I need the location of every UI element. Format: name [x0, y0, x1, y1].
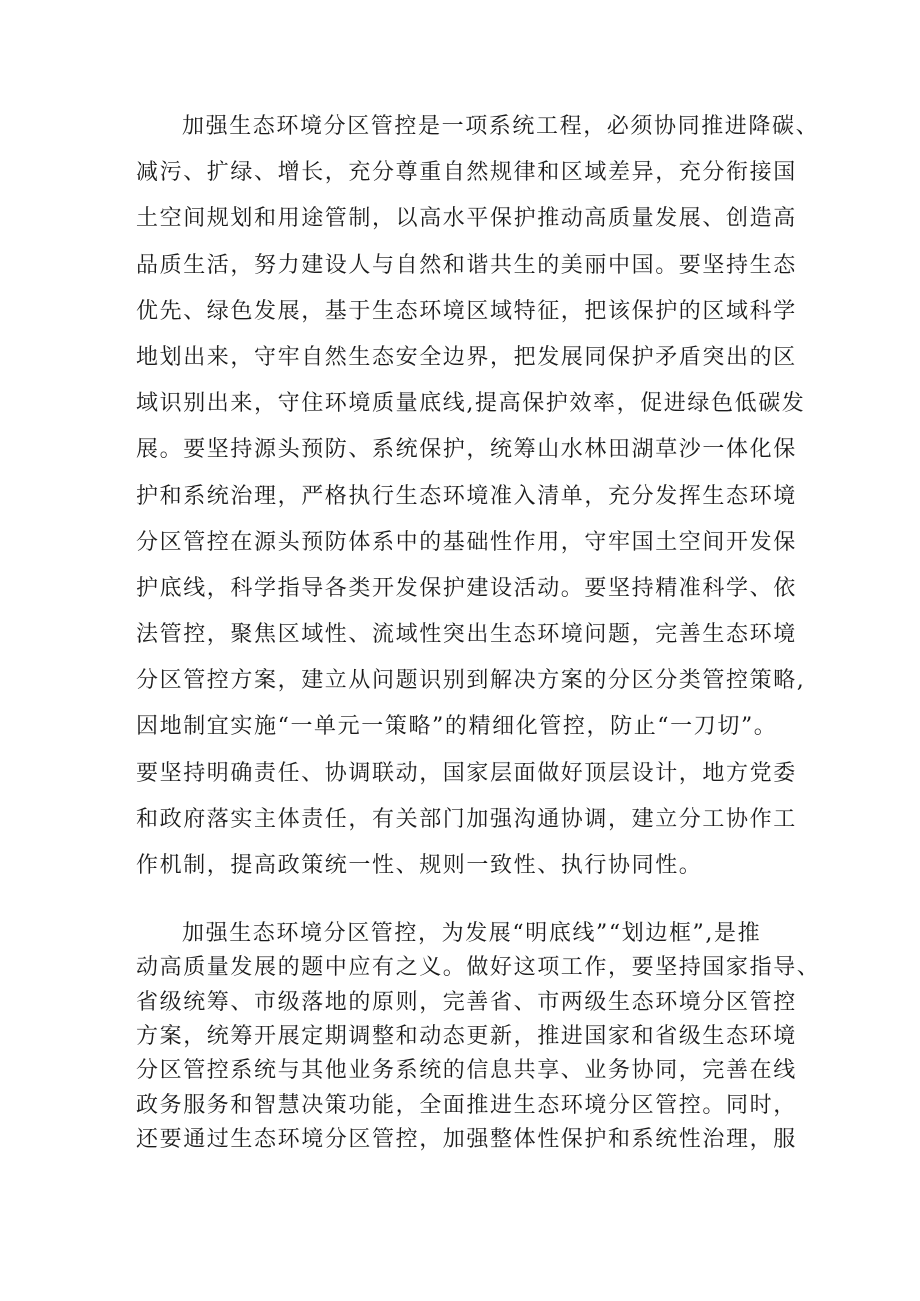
paragraph-line: 护和系统治理，严格执行生态环境准入清单，充分发挥生态环境 — [136, 483, 797, 509]
paragraph-line: 加强生态环境分区管控，为发展“明底线”“划边框”,是推 — [182, 921, 762, 947]
paragraph-line: 护底线，科学指导各类开发保护建设活动。要坚持精准科学、依 — [136, 575, 797, 601]
paragraph-line: 还要通过生态环境分区管控，加强整体性保护和系统性治理，服 — [136, 1126, 797, 1152]
paragraph-line: 域识别出来，守住环境质量底线,提高保护效率，促进绿色低碳发 — [136, 391, 806, 417]
paragraph-line: 品质生活，努力建设人与自然和谐共生的美丽中国。要坚持生态 — [136, 252, 797, 278]
paragraph-line: 作机制，提高政策统一性、规则一致性、执行协同性。 — [136, 853, 703, 878]
paragraph-line: 分区管控系统与其他业务系统的信息共享、业务协同，完善在线 — [136, 1058, 797, 1084]
paragraph-line: 展。要坚持源头预防、系统保护，统筹山水林田湖草沙一体化保 — [136, 437, 797, 463]
paragraph-line: 地划出来，守牢自然生态安全边界，把发展同保护矛盾突出的区 — [136, 344, 797, 370]
paragraph-line: 分区管控在源头预防体系中的基础性作用，守牢国土空间开发保 — [136, 529, 797, 555]
paragraph-line: 优先、绿色发展，基于生态环境区域特征，把该保护的区域科学 — [136, 298, 797, 324]
paragraph-line: 土空间规划和用途管制，以高水平保护推动高质量发展、创造高 — [136, 206, 797, 232]
document-page — [136, 104, 821, 1157]
paragraph-line: 和政府落实主体责任，有关部门加强沟通协调，建立分工协作工 — [136, 806, 797, 832]
paragraph-2 — [136, 917, 821, 1157]
paragraph-1 — [136, 104, 820, 889]
paragraph-line: 要坚持明确责任、协调联动，国家层面做好顶层设计，地方党委 — [136, 760, 797, 786]
paragraph-line: 法管控，聚焦区域性、流域性突出生态环境问题，完善生态环境 — [136, 622, 797, 648]
paragraph-line: 减污、扩绿、增长，充分尊重自然规律和区域差异，充分衔接国 — [136, 160, 797, 186]
paragraph-line: 政务服务和智慧决策功能，全面推进生态环境分区管控。同时， — [136, 1092, 797, 1118]
paragraph-line: 加强生态环境分区管控是一项系统工程，必须协同推进降碳、 — [182, 114, 820, 139]
paragraph-line: 方案，统筹开展定期调整和动态更新，推进国家和省级生态环境 — [136, 1024, 797, 1050]
paragraph-line: 省级统筹、市级落地的原则，完善省、市两级生态环境分区管控 — [136, 989, 797, 1015]
paragraph-line: 动高质量发展的题中应有之义。做好这项工作，要坚持国家指导、 — [136, 955, 821, 981]
paragraph-line: 分区管控方案，建立从问题识别到解决方案的分区分类管控策略, — [136, 668, 806, 694]
paragraph-line: 因地制宜实施“一单元一策略”的精细化管控，防止“一刀切”。 — [136, 714, 778, 740]
